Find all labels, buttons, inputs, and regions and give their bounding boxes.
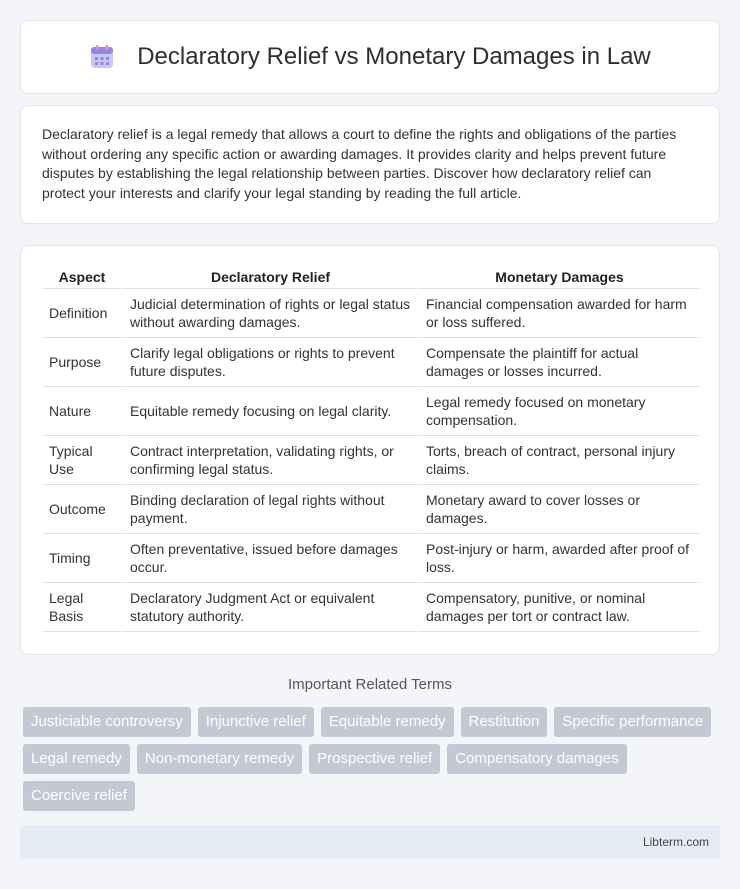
calendar-icon xyxy=(89,44,115,70)
related-term-tag[interactable]: Restitution xyxy=(461,707,548,737)
related-terms-heading: Important Related Terms xyxy=(288,676,452,693)
intro-card xyxy=(20,105,720,224)
page-title: Declaratory Relief vs Monetary Damages in Law xyxy=(137,43,651,70)
cell-declaratory: Binding declaration of legal rights without payment. xyxy=(121,485,417,534)
cell-aspect: Legal Basis xyxy=(43,583,121,632)
cell-monetary: Compensate the plaintiff for actual damages or losses incurred. xyxy=(417,338,699,387)
cell-aspect: Outcome xyxy=(43,485,121,534)
table-row xyxy=(43,436,699,485)
cell-aspect: Nature xyxy=(43,387,121,436)
header-aspect: Aspect xyxy=(43,260,121,289)
table-row xyxy=(43,289,699,338)
cell-aspect: Definition xyxy=(43,289,121,338)
related-term-tag[interactable]: Compensatory damages xyxy=(447,744,626,774)
cell-declaratory: Declaratory Judgment Act or equivalent statutory authority. xyxy=(121,583,417,632)
cell-monetary: Torts, breach of contract, personal injury claims. xyxy=(417,436,699,485)
cell-declaratory: Equitable remedy focusing on legal clarity. xyxy=(121,387,417,436)
related-term-tag[interactable]: Equitable remedy xyxy=(321,707,454,737)
table-row xyxy=(43,485,699,534)
related-term-tag[interactable]: Justiciable controversy xyxy=(23,707,191,737)
footer xyxy=(20,825,720,859)
related-term-tag[interactable]: Injunctive relief xyxy=(198,707,314,737)
cell-monetary: Compensatory, punitive, or nominal damages per tort or contract law. xyxy=(417,583,699,632)
comparison-card xyxy=(20,245,720,655)
related-term-tag[interactable]: Prospective relief xyxy=(309,744,440,774)
cell-monetary: Financial compensation awarded for harm or loss suffered. xyxy=(417,289,699,338)
header-monetary-damages: Monetary Damages xyxy=(417,260,699,289)
table-header-row xyxy=(43,260,699,289)
header-declaratory-relief: Declaratory Relief xyxy=(121,260,417,289)
comparison-table xyxy=(43,260,699,632)
related-terms-list xyxy=(23,707,723,811)
cell-declaratory: Clarify legal obligations or rights to prevent future disputes. xyxy=(121,338,417,387)
related-term-tag[interactable]: Non-monetary remedy xyxy=(137,744,302,774)
table-row xyxy=(43,583,699,632)
cell-aspect: Typical Use xyxy=(43,436,121,485)
table-row xyxy=(43,387,699,436)
cell-declaratory: Judicial determination of rights or legal status without awarding damages. xyxy=(121,289,417,338)
related-term-tag[interactable]: Coercive relief xyxy=(23,781,135,811)
cell-aspect: Timing xyxy=(43,534,121,583)
table-row xyxy=(43,338,699,387)
table-row xyxy=(43,534,699,583)
related-term-tag[interactable]: Legal remedy xyxy=(23,744,130,774)
intro-text: Declaratory relief is a legal remedy that allows a court to define the rights and obligations of the parties without ordering any specific action or awarding damages. It provides clarity and helps prevent future disputes by establishing the legal relationship between parties. Discover how declaratory relief can protect your interests and clarify your legal standing by reading the full article. xyxy=(42,126,677,201)
cell-aspect: Purpose xyxy=(43,338,121,387)
cell-monetary: Legal remedy focused on monetary compensation. xyxy=(417,387,699,436)
title-card xyxy=(20,20,720,94)
cell-declaratory: Contract interpretation, validating rights, or confirming legal status. xyxy=(121,436,417,485)
cell-monetary: Monetary award to cover losses or damages. xyxy=(417,485,699,534)
related-term-tag[interactable]: Specific performance xyxy=(554,707,711,737)
cell-monetary: Post-injury or harm, awarded after proof of loss. xyxy=(417,534,699,583)
cell-declaratory: Often preventative, issued before damages occur. xyxy=(121,534,417,583)
footer-site-link[interactable]: Libterm.com xyxy=(642,835,709,849)
